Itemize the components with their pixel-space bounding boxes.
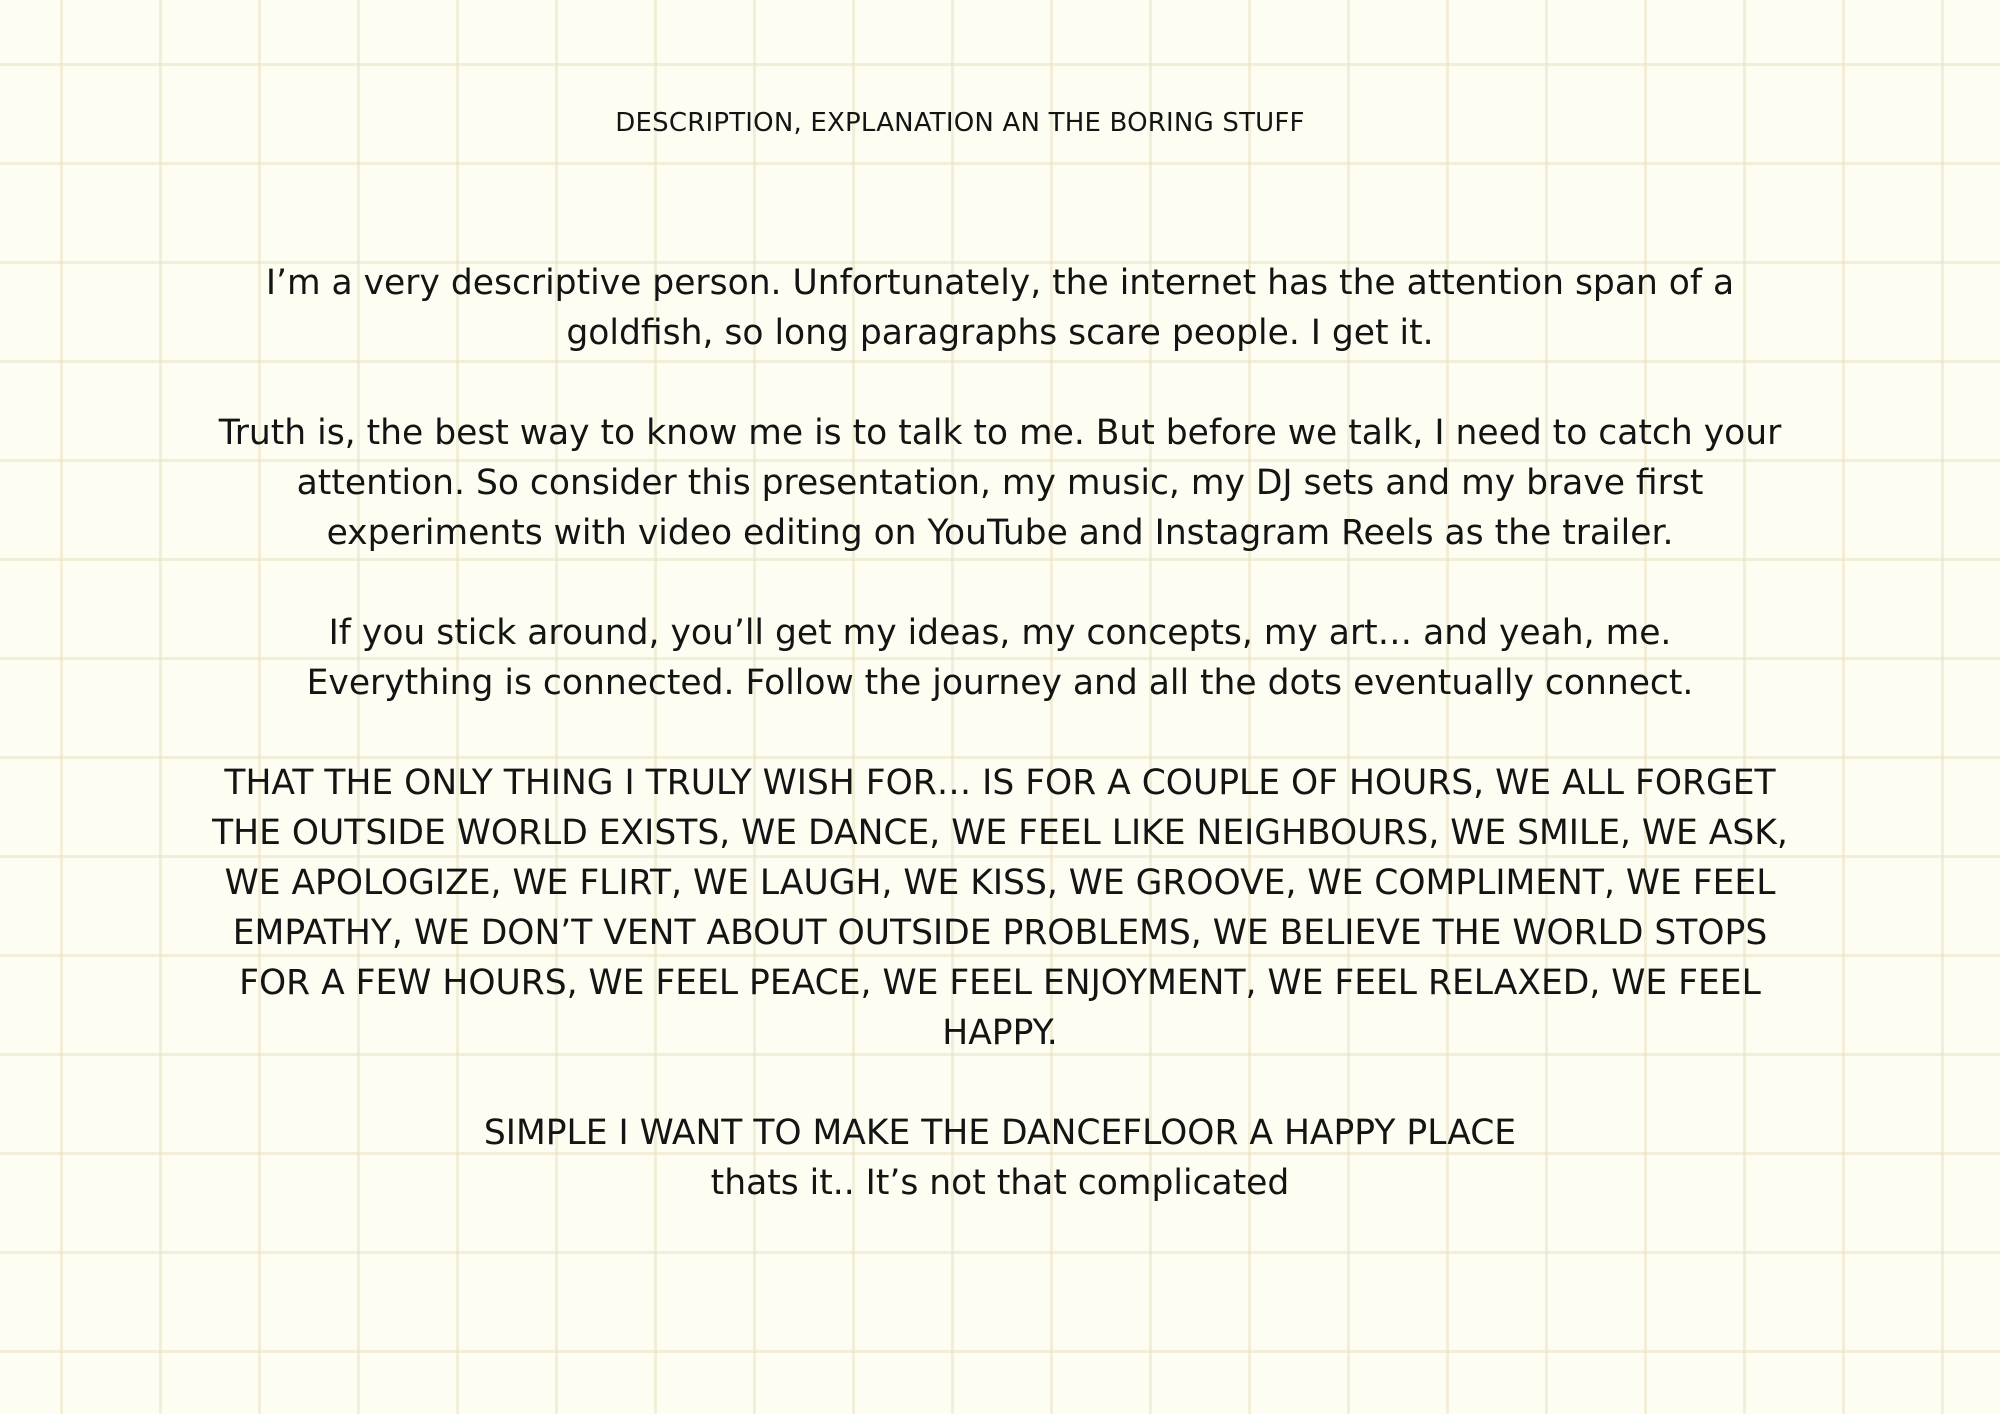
paragraph-closing [175, 1108, 1825, 1208]
text-line: SIMPLE I WANT TO MAKE THE DANCEFLOOR A HAPPY PLACE [483, 1113, 1517, 1153]
body-text [175, 258, 1825, 1208]
text-line: thats it.. It’s not that complicated [710, 1163, 1290, 1203]
text-line: WE APOLOGIZE, WE FLIRT, WE LAUGH, WE KISS, WE GROOVE, WE COMPLIMENT, WE FEEL [224, 863, 1776, 903]
paragraph-wish [175, 758, 1825, 1058]
text-line: FOR A FEW HOURS, WE FEEL PEACE, WE FEEL ENJOYMENT, WE FEEL RELAXED, WE FEEL [239, 963, 1761, 1003]
text-line: attention. So consider this presentation, my music, my DJ sets and my brave first [296, 463, 1704, 503]
text-line: experiments with video editing on YouTube and Instagram Reels as the trailer. [326, 513, 1674, 553]
text-line: EMPATHY, WE DON’T VENT ABOUT OUTSIDE PROBLEMS, WE BELIEVE THE WORLD STOPS [232, 913, 1768, 953]
text-line: goldfish, so long paragraphs scare people. I get it. [566, 313, 1434, 353]
text-line: THE OUTSIDE WORLD EXISTS, WE DANCE, WE FEEL LIKE NEIGHBOURS, WE SMILE, WE ASK, [212, 813, 1788, 853]
text-line: If you stick around, you’ll get my ideas, my concepts, my art… and yeah, me. [328, 613, 1672, 653]
paragraph-truth [175, 408, 1825, 558]
text-line: THAT THE ONLY THING I TRULY WISH FOR… IS FOR A COUPLE OF HOURS, WE ALL FORGET [224, 763, 1776, 803]
text-line: Truth is, the best way to know me is to talk to me. But before we talk, I need to catch your [218, 413, 1782, 453]
text-line: HAPPY. [942, 1013, 1058, 1053]
paragraph-journey [175, 608, 1825, 708]
text-line: I’m a very descriptive person. Unfortunately, the internet has the attention span of a [265, 263, 1735, 303]
paragraph-intro [175, 258, 1825, 358]
text-line: Everything is connected. Follow the journey and all the dots eventually connect. [306, 663, 1694, 703]
page-heading: DESCRIPTION, EXPLANATION AN THE BORING STUFF [615, 108, 1305, 138]
